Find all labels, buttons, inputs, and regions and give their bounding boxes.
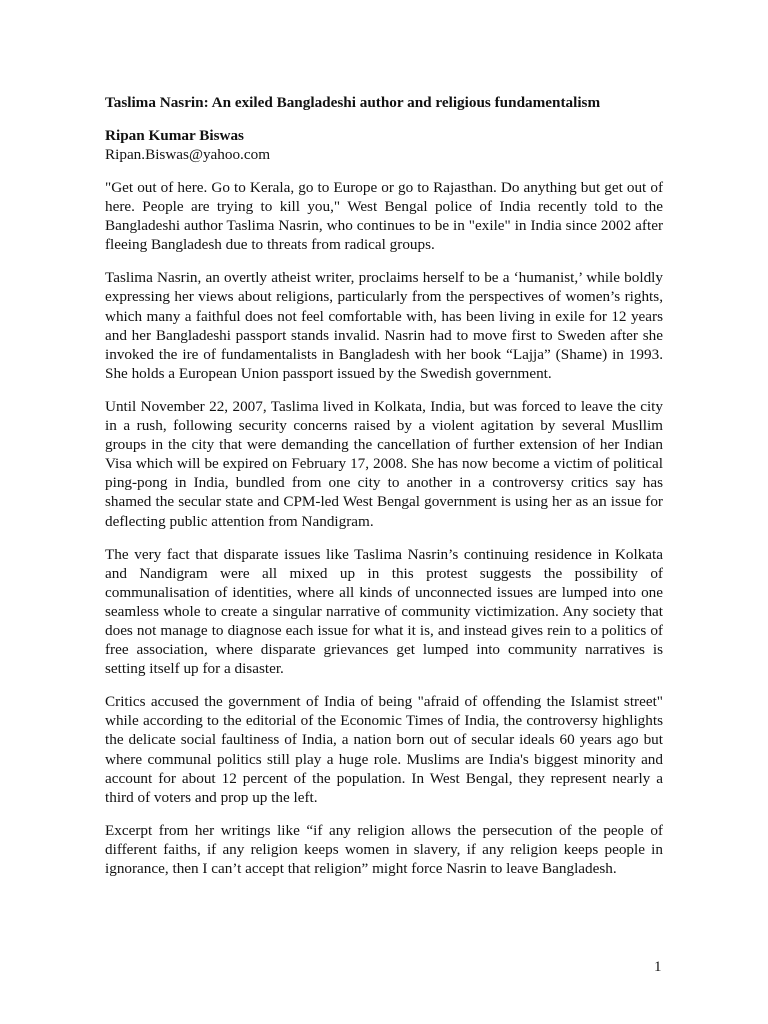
author-name: Ripan Kumar Biswas	[105, 127, 244, 144]
document-title: Taslima Nasrin: An exiled Bangladeshi author and religious fundamentalism	[105, 94, 601, 111]
paragraph-6: Excerpt from her writings like “if any religion allows the persecution of the people of different faiths, if any religion keeps women in slavery, if any religion keeps people in ignorance, then I can’t accept that religion” might force Nasrin to leave Bangladesh.	[105, 821, 663, 877]
paragraph-3: Until November 22, 2007, Taslima lived in Kolkata, India, but was forced to leave the city in a rush, following security concerns raised by a violent agitation by several Musllim groups in the city that were demanding the cancellation of further extension of her Indian Visa which will be expired on February 17, 2008. She has now become a victim of political ping-pong in India, bundled from one city to another in a controversy critics say has shamed the secular state and CPM-led West Bengal government is using her as an issue for deflecting public attention from Nandigram.	[105, 397, 663, 530]
paragraph-2: Taslima Nasrin, an overtly atheist writer, proclaims herself to be a ‘humanist,’ while boldly expressing her views about religions, particularly from the perspectives of women’s rights, which many a faithful does not feel comfortable with, has been living in exile for 12 years and her Bangladeshi passport stands invalid. Nasrin had to move first to Sweden after she invoked the ire of fundamentalists in Bangladesh with her book “Lajja” (Shame) in 1993. She holds a European Union passport issued by the Swedish government.	[105, 269, 663, 382]
paragraph-5: Critics accused the government of India of being "afraid of offending the Islamist street" while according to the editorial of the Economic Times of India, the controversy highlights the delicate social faultiness of India, a nation born out of secular ideals 60 years ago but where communal politics still play a huge role. Muslims are India's biggest minority and account for about 12 percent of the population. In West Bengal, they represent nearly a third of voters and prop up the left.	[105, 693, 663, 806]
paragraph-1: "Get out of here. Go to Kerala, go to Europe or go to Rajasthan. Do anything but get out of here. People are trying to kill you," West Bengal police of India recently told to the Bangladeshi author Taslima Nasrin, who continues to be in "exile" in India since 2002 after fleeing Bangladesh due to threats from radical groups.	[105, 179, 663, 254]
document-page	[105, 93, 663, 892]
page-number: 1	[654, 959, 662, 975]
paragraph-4: The very fact that disparate issues like Taslima Nasrin’s continuing residence in Kolkata and Nandigram were all mixed up in this protest suggests the possibility of communalisation of identities, where all kinds of unconnected issues are lumped into one seamless whole to create a singular narrative of community victimization. Any society that does not manage to diagnose each issue for what it is, and instead gives rein to a politics of free association, where disparate grievances get lumped into community narratives is setting itself up for a disaster.	[105, 545, 663, 678]
author-email: Ripan.Biswas@yahoo.com	[105, 146, 271, 163]
